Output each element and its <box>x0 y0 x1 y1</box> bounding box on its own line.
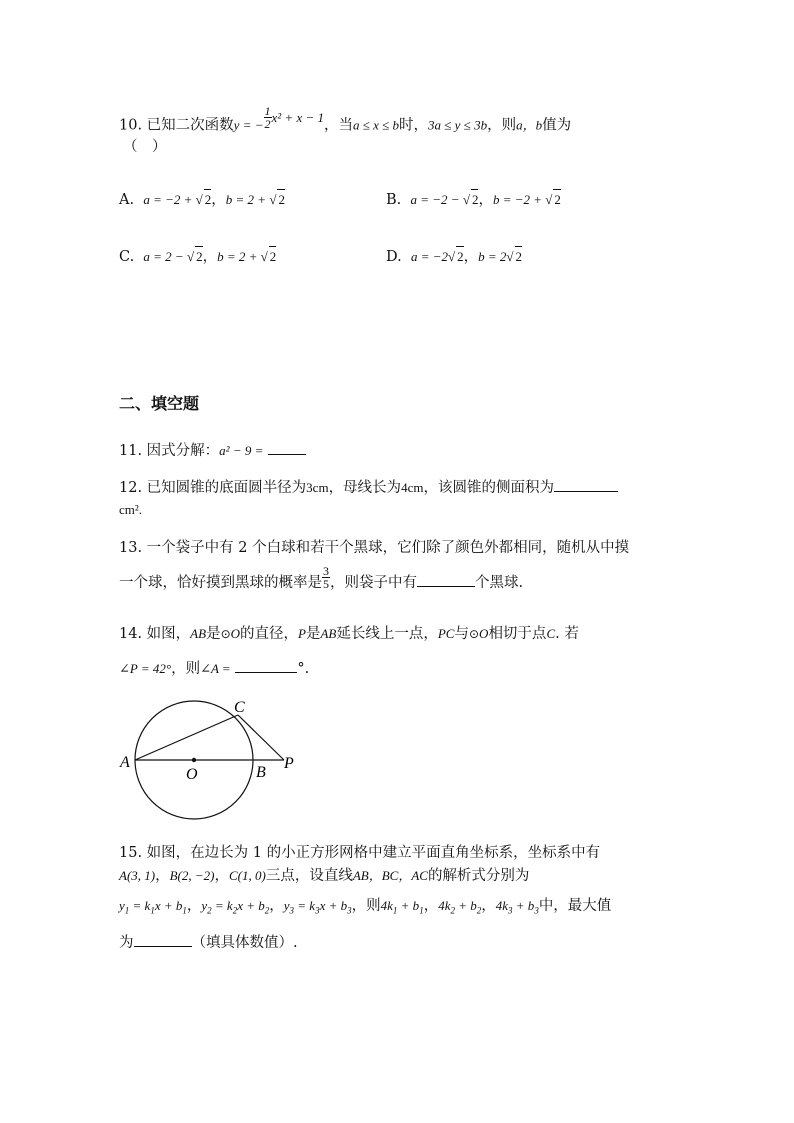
answer-blank[interactable] <box>417 572 475 587</box>
option-d: D. a = −2√ 2，b = 2√ 2 <box>386 246 522 267</box>
fraction: $\frac{1}{2}$ <box>264 104 271 131</box>
option-b: B. a = −2 − √ 2，b = −2 + √ 2 <box>386 189 561 210</box>
answer-blank[interactable] <box>235 658 297 673</box>
label-a: A <box>120 754 130 771</box>
q10-paren: （ ） <box>123 139 167 155</box>
q13-line1: 13. 一个袋子中有 2 个白球和若干个黑球，它们除了颜色外都相同，随机从中摸 <box>119 540 630 556</box>
q14-line2: ∠P = 42°，则∠A = °. <box>119 658 309 679</box>
answer-blank[interactable] <box>554 477 618 492</box>
q15-line2: A(3, 1)，B(2, −2)，C(1, 0)三点，设直线AB，BC，AC的解析式分别为 <box>119 868 530 884</box>
q14-line1: 14. 如图，AB是⊙O的直径，P是AB延长线上一点，PC与⊙O相切于点C. 若 <box>119 626 579 642</box>
section-title: 二、填空题 <box>119 394 200 413</box>
question-number: 10. <box>119 117 143 134</box>
center-point <box>192 758 196 762</box>
circle-symbol: ⊙ <box>220 627 231 641</box>
fraction: $\frac{3}{5}$ <box>323 563 329 591</box>
q12-unit: cm². <box>119 502 143 517</box>
label-o: O <box>186 766 198 783</box>
q13-line2: 一个球，恰好摸到黑球的概率是 $\frac{3}{5}$ ，则袋子中有 个黑球. <box>119 563 524 591</box>
q12: 12. 已知圆锥的底面圆半径为3cm，母线长为4cm，该圆锥的侧面积为 <box>119 477 618 498</box>
q10-stem: 10. 已知二次函数y = − $\frac{1}{2}$ x² + x − 1，当a ≤ x ≤ b时，3a ≤ y ≤ 3b，则a，b值为 <box>119 104 572 134</box>
q15-line3: $y_1 = k_1x + b_1$，$y_2 = k_2x + b_2$，$y_3 = k_3x + b_3$，则$4k_1 + b_1$，$4k_2 + b_2$，$4k_3 + b_3$中，最大值 <box>119 898 612 916</box>
answer-blank[interactable] <box>268 440 306 455</box>
option-a: A. a = −2 + √ 2，b = 2 + √ 2 <box>119 189 285 210</box>
label-p: P <box>284 755 294 772</box>
geometry-figure <box>115 695 315 825</box>
q11: 11. 因式分解：a² − 9 = <box>119 440 306 461</box>
circle-symbol: ⊙ <box>468 627 480 641</box>
label-c: C <box>234 699 245 716</box>
tangent-pc <box>238 715 284 760</box>
option-c: C. a = 2 − √ 2，b = 2 + √ 2 <box>119 246 276 267</box>
answer-blank[interactable] <box>134 932 192 947</box>
chord-ac <box>135 715 238 760</box>
label-b: B <box>256 764 266 781</box>
q15-line1: 15. 如图，在边长为 1 的小正方形网格中建立平面直角坐标系，坐标系中有 <box>119 845 601 861</box>
q15-line4: 为 （填具体数值）. <box>119 932 298 953</box>
